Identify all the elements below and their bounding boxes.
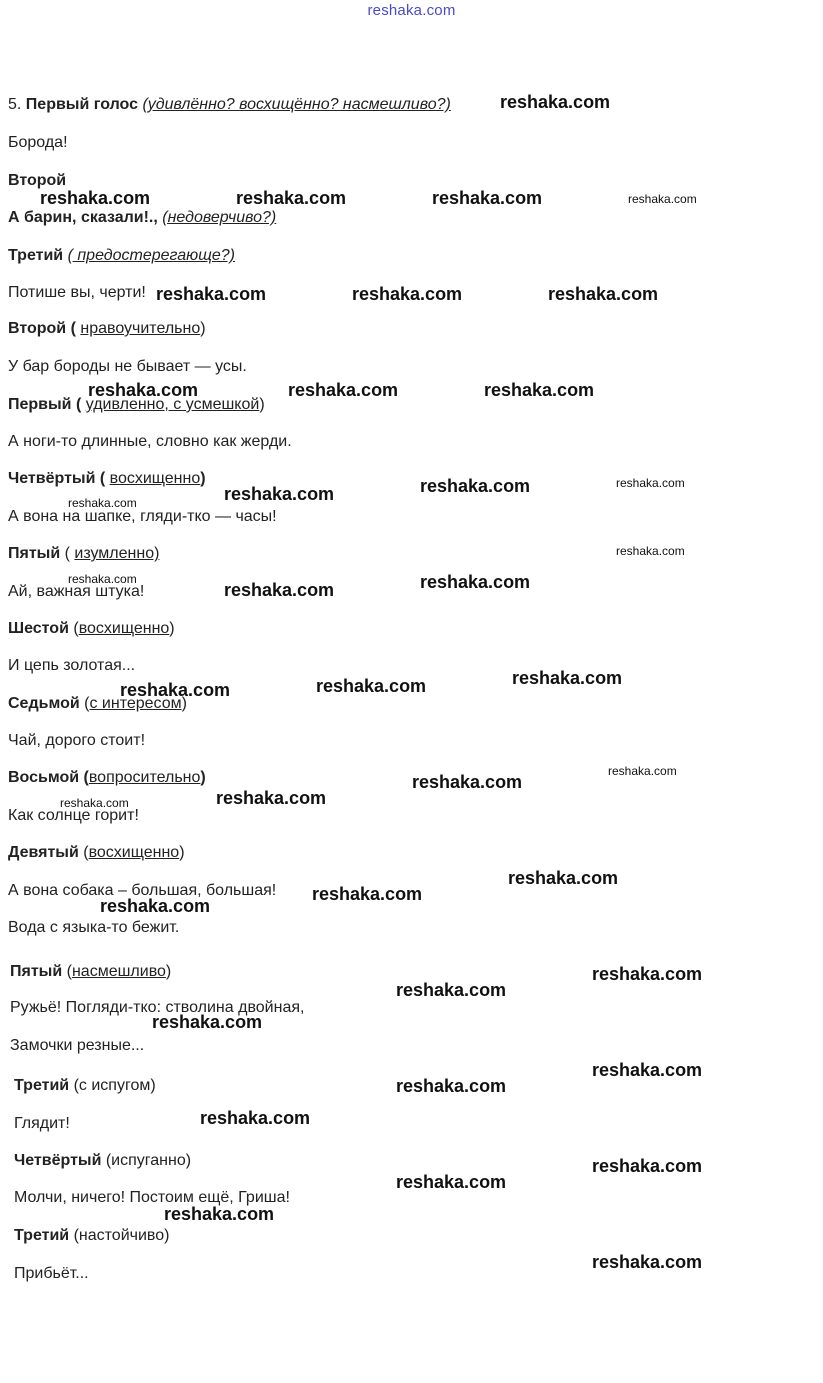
watermark: reshaka.com — [224, 484, 335, 504]
line-8 — [8, 357, 247, 377]
speaker-label: Второй — [8, 172, 67, 189]
watermark: reshaka.com — [484, 380, 595, 400]
line-1 — [8, 95, 451, 115]
replica-text: А вона собака – большая, большая! — [8, 882, 277, 899]
replica-text: Вода с языка-то бежит. — [8, 919, 180, 936]
watermark: reshaka.com — [68, 572, 137, 586]
line-32 — [14, 1264, 89, 1284]
line-9: Первый ( удивленно, с усмешкой) — [8, 396, 265, 413]
watermark: reshaka.com — [120, 680, 231, 700]
intonation-note: (удивлённо? восхищённо? насмешливо?) — [142, 96, 451, 113]
speaker-label: Пятый — [8, 545, 61, 562]
speaker-label: Первый ( — [8, 396, 82, 413]
line-17: Седьмой (с интересом) — [8, 695, 187, 712]
watermark: reshaka.com — [68, 496, 137, 510]
watermark: reshaka.com — [352, 284, 463, 304]
speaker-label: Седьмой — [8, 695, 80, 712]
line-31: Третий (настойчиво) — [14, 1227, 170, 1244]
replica-text: Прибьёт... — [14, 1265, 89, 1282]
line-5 — [8, 246, 235, 266]
speaker-label: Шестой — [8, 620, 69, 637]
watermark: reshaka.com — [164, 1204, 275, 1224]
watermark: reshaka.com — [60, 796, 129, 810]
watermark: reshaka.com — [616, 544, 685, 558]
intonation-note: насмешливо — [71, 963, 166, 980]
watermark: reshaka.com — [200, 1108, 311, 1128]
watermark: reshaka.com — [508, 868, 619, 888]
line-18 — [8, 731, 145, 751]
watermark: reshaka.com — [216, 788, 327, 808]
speaker-label: Девятый — [8, 844, 79, 861]
replica-text: Чай, дорого стоит! — [8, 732, 146, 749]
line-21: Девятый (восхищенно) — [8, 844, 185, 861]
watermark: reshaka.com — [592, 1252, 703, 1272]
watermark: reshaka.com — [396, 980, 507, 1000]
speaker-label: Четвёртый — [14, 1152, 102, 1169]
intonation-note: восхищенно — [88, 844, 180, 861]
watermark: reshaka.com — [312, 884, 423, 904]
replica-text: Потише вы, черти! — [8, 284, 146, 301]
speaker-label: Третий — [8, 247, 64, 264]
speaker-label: Второй ( — [8, 320, 76, 337]
replica-text: И цепь золотая... — [8, 657, 136, 674]
replica-text: Молчи, ничего! Постоим ещё, Гриша! — [14, 1189, 290, 1206]
site-link[interactable]: reshaka.com — [367, 2, 456, 19]
line-12 — [8, 507, 277, 527]
speaker-label: Первый голос — [25, 96, 138, 113]
intonation-note: восхищенно — [78, 620, 170, 637]
watermark: reshaka.com — [616, 476, 685, 490]
watermark: reshaka.com — [628, 192, 697, 206]
line-26 — [10, 1036, 144, 1056]
watermark: reshaka.com — [224, 580, 335, 600]
line-23 — [8, 918, 179, 938]
intonation-note: вопросительно — [88, 769, 201, 786]
line-24: Пятый (насмешливо) — [10, 963, 172, 980]
line-4 — [8, 208, 276, 228]
watermark: reshaka.com — [500, 92, 611, 112]
line-13: Пятый ( изумленно) — [8, 545, 160, 562]
line-2 — [8, 133, 68, 153]
speaker-label: Третий — [14, 1227, 70, 1244]
watermark: reshaka.com — [420, 572, 531, 592]
watermark: reshaka.com — [88, 380, 199, 400]
line-7: Второй ( нравоучительно) — [8, 320, 206, 337]
replica-text: Ружьё! Погляди-тко: стволина двойная, — [10, 999, 305, 1016]
watermark: reshaka.com — [592, 964, 703, 984]
replica-text: Борода! — [8, 134, 68, 151]
line-27: Третий (с испугом) — [14, 1077, 156, 1094]
line-19: Восьмой (вопросительно) — [8, 769, 206, 786]
speaker-label: Третий — [14, 1077, 70, 1094]
watermark: reshaka.com — [608, 764, 677, 778]
watermark: reshaka.com — [316, 676, 427, 696]
watermark: reshaka.com — [420, 476, 531, 496]
watermark: reshaka.com — [152, 1012, 263, 1032]
watermark: reshaka.com — [288, 380, 399, 400]
watermark: reshaka.com — [236, 188, 347, 208]
task-number: 5. — [8, 96, 22, 113]
speaker-label: Восьмой ( — [8, 769, 89, 786]
watermark: reshaka.com — [396, 1076, 507, 1096]
watermark: reshaka.com — [592, 1060, 703, 1080]
line-28 — [14, 1114, 70, 1134]
replica-text: А ноги-то длинные, словно как жерди. — [8, 433, 292, 450]
line-16 — [8, 656, 135, 676]
replica-text: Замочки резные... — [10, 1037, 145, 1054]
intonation-note: ( предостерегающе?) — [67, 247, 235, 264]
watermark: reshaka.com — [548, 284, 659, 304]
line-6 — [8, 283, 146, 303]
replica-text: А вона на шапке, гляди-тко — часы! — [8, 508, 277, 525]
replica-text: Ай, важная штука! — [8, 583, 145, 600]
intonation-note: нравоучительно — [80, 320, 201, 337]
intonation-note: изумленно) — [74, 545, 160, 562]
speaker-label: Четвёртый ( — [8, 470, 106, 487]
line-11: Четвёртый ( восхищенно) — [8, 470, 206, 487]
intonation-note: с интересом — [89, 695, 182, 712]
line-10 — [8, 432, 292, 452]
watermark: reshaka.com — [100, 896, 211, 916]
replica-text: Глядит! — [14, 1115, 70, 1132]
watermark: reshaka.com — [40, 188, 151, 208]
watermark: reshaka.com — [512, 668, 623, 688]
watermark: reshaka.com — [592, 1156, 703, 1176]
watermark: reshaka.com — [156, 284, 267, 304]
intonation-note: удивленно, с усмешкой — [85, 396, 260, 413]
replica-text: У бар бороды не бывает — усы. — [8, 358, 247, 375]
line-15: Шестой (восхищенно) — [8, 620, 175, 637]
watermark: reshaka.com — [412, 772, 523, 792]
intonation-note: (недоверчиво?) — [162, 209, 277, 226]
intonation-note: восхищенно — [109, 470, 201, 487]
watermark: reshaka.com — [432, 188, 543, 208]
speaker-label: А барин, сказали!., — [8, 209, 158, 226]
replica-text: Как солнце горит! — [8, 807, 139, 824]
watermark: reshaka.com — [396, 1172, 507, 1192]
speaker-label: Пятый — [10, 963, 63, 980]
line-29: Четвёртый (испуганно) — [14, 1152, 192, 1169]
